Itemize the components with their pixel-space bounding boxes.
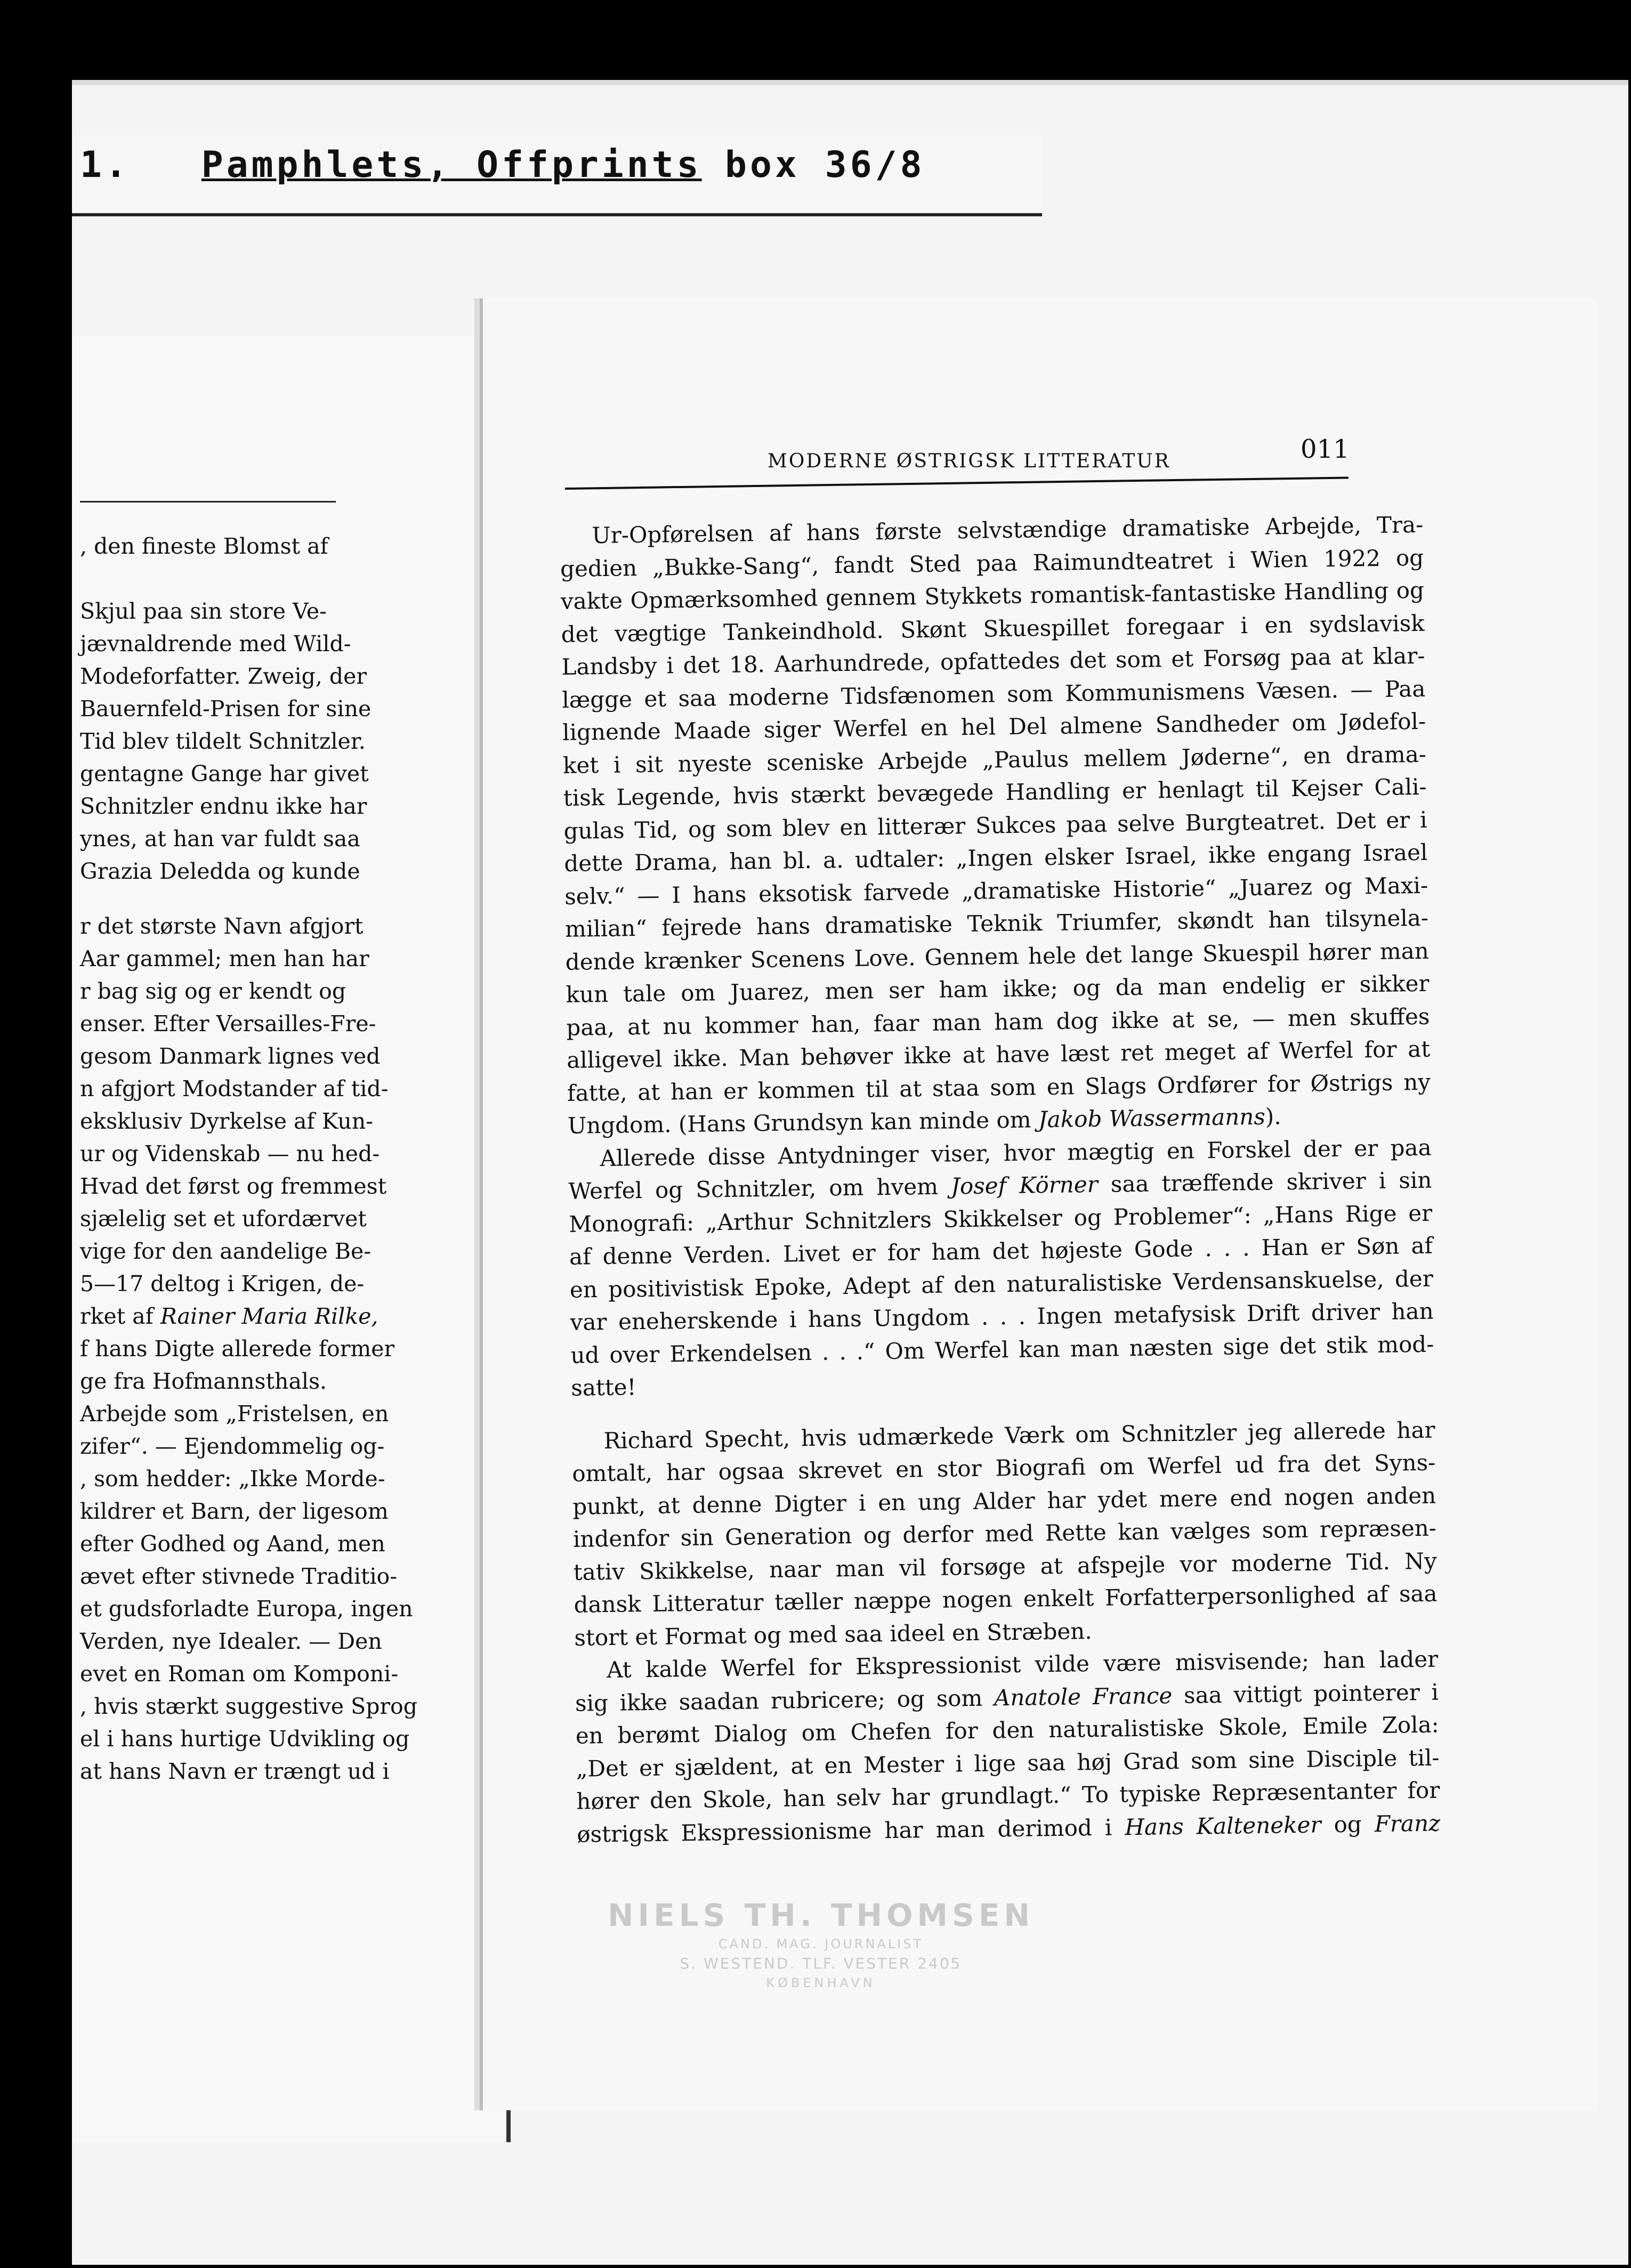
body-line: „Det er sjældent, at en Mester i lige saa høj Grad som sine Disciple til- [576,1744,1440,1782]
left-line: Bauernfeld-Prisen for sine [80,696,372,722]
body-italic: Hans Kalteneker [1125,1811,1321,1840]
body-line: Ur-Opførelsen af hans første selvstændige dramatiske Arbejde, Tra- [592,511,1424,549]
left-line: Aar gammel; men han har [80,946,369,971]
body-line: ud over Erkendelsen . . .“ Om Werfel kan man næsten sige det stik mod- [570,1331,1434,1368]
sheet-top-edge [72,80,1628,85]
body-italic: Anatole France [994,1682,1173,1711]
body-line: milian“ fejrede hans dramatiske Teknik Triumfer, skøndt han tilsynela- [564,904,1429,942]
body-line: omtalt, har ogsaa skrevet en stor Biografi om Werfel ud fra det Syns- [572,1449,1436,1487]
left-line [80,563,453,595]
left-page-rule [80,501,336,503]
body-line: stort et Format og med saa ideel en Stræben. [574,1617,1092,1651]
left-line: r bag sig og er kendt og [80,978,346,1004]
body-line: lignende Maade siger Werfel en hel Del almene Sandheder om Jødefol- [562,708,1426,746]
body-line: af denne Verden. Livet er for ham det højeste Gode . . . Han er Søn af [569,1232,1433,1270]
body-line: tisk Legende, hvis stærkt bevægede Handling er henlagt til Kejser Cali- [563,773,1427,811]
body-line: Landsby i det 18. Aarhundrede, opfattedes det som et Forsøg paa at klar- [561,642,1425,680]
stamp-name: NIELS TH. THOMSEN [607,1897,1035,1933]
left-line: Verden, nye Idealer. — Den [80,1629,382,1654]
left-line: Grazia Deledda og kunde [80,858,360,884]
label-box-number: box 36/8 [725,144,925,186]
body-line: dette Drama, han bl. a. udtaler: „Ingen elsker Israel, ikke engang Israel [564,839,1428,877]
body-text: saa træffende skriver i sin [1097,1167,1432,1197]
body-italic: Jakob Wassermanns [1038,1103,1266,1133]
left-line: at hans Navn er trængt ud i [80,1759,390,1784]
stamp-address: S. WESTEND. TLF. VESTER 2405 [680,1955,962,1972]
left-line: enser. Efter Versailles-Fre- [80,1011,376,1036]
left-line: 5—17 deltog i Krigen, de- [80,1271,365,1297]
left-line: efter Godhed og Aand, men [80,1531,385,1557]
body-line: det vægtige Tankeindhold. Skønt Skuespillet foregaar i en sydslavisk [561,610,1425,647]
owner-stamp [581,1897,1061,2004]
body-line: Monografi: „Arthur Schnitzlers Skikkelser og Problemer“: „Hans Rige er [568,1200,1433,1237]
left-line: Hvad det først og fremmest [80,1173,387,1199]
body-text: saa vittigt pointerer i [1172,1679,1439,1708]
body-line: satte! [571,1374,636,1401]
left-line: Tid blev tildelt Schnitzler. [80,728,366,754]
body-line: alligevel ikke. Man behøver ikke at have læst ret meget af Werfel for at [566,1035,1431,1073]
body-line: vakte Opmærksomhed gennem Stykkets romantisk-fantastiske Handling og [560,577,1425,614]
left-line: , den fineste Blomst af [80,533,328,559]
body-text: østrigsk Ekspressionisme har man derimod i [576,1813,1125,1848]
left-line: f hans Digte allerede former [80,1336,395,1362]
left-line: el i hans hurtige Udvikling og [80,1726,410,1752]
stamp-city: KØBENHAVN [766,1975,876,1990]
stamp-title: CAND. MAG. JOURNALIST [718,1937,924,1951]
label-title: Pamphlets, Offprints [201,144,702,186]
left-line: vige for den aandelige Be- [80,1238,372,1264]
left-line: zifer“. — Ejendommelig og- [80,1433,385,1459]
left-line: sjælelig set et ufordærvet [80,1206,367,1232]
body-line: punkt, at denne Digter i en ung Alder har ydet mere end nogen anden [572,1482,1436,1520]
left-line: Modeforfatter. Zweig, der [80,663,367,689]
left-line: , hvis stærkt suggestive Sprog [80,1694,417,1719]
right-page-body [560,508,1441,1851]
body-line: Richard Specht, hvis udmærkede Værk om Schnitzler jeg allerede har [603,1416,1435,1454]
body-line: en positivistisk Epoke, Adept af den naturalistiske Verdensanskuelse, der [569,1265,1434,1303]
body-line: fatte, at han er kommen til at staa som en Slags Ordfører for Østrigs ny [567,1068,1431,1106]
body-line: lægge et saa moderne Tidsfænomen som Kommunismens Væsen. — Paa [562,675,1426,713]
left-line: et gudsforladte Europa, ingen [80,1596,413,1622]
running-head: MODERNE ØSTRIGSK LITTERATUR [768,450,1170,472]
body-italic: Franz [1374,1810,1441,1837]
body-italic: Josef Körner [950,1171,1099,1200]
left-line: , som hedder: „Ikke Morde- [80,1466,385,1492]
left-line: n afgjort Modstander af tid- [80,1076,389,1101]
body-line: paa, at nu kommer han, faar man ham dog ikke at se, — men skuffes [566,1003,1430,1041]
left-line: Skjul paa sin store Ve- [80,598,327,624]
left-line: Arbejde som „Fristelsen, en [80,1401,389,1427]
left-page-text [80,530,453,1788]
left-line: r det største Navn afgjort [80,913,364,939]
body-line: Allerede disse Antydninger viser, hvor mægtig en Forskel der er paa [600,1134,1432,1171]
body-line: en berømt Dialog om Chefen for den naturalistiske Skole, Emile Zola: [575,1711,1440,1749]
left-line-italic: Rainer Maria Rilke, [160,1303,378,1329]
left-line [80,1300,453,1333]
left-line: ur og Videnskab — nu hed- [80,1141,380,1167]
left-line: kildrer et Barn, der ligesom [80,1499,389,1524]
body-line: hører den Skole, han selv har grundlagt.“ To typiske Repræsentanter for [576,1777,1440,1815]
left-line: Schnitzler endnu ikke har [80,793,367,819]
body-line: indenfor sin Generation og derfor med Rette kan vælges som repræsen- [572,1514,1437,1552]
body-line: selv.“ — I hans eksotisk farvede „dramatiske Historie“ „Juarez og Maxi- [564,872,1428,910]
body-text: sig ikke saadan rubricere; og som [575,1684,995,1716]
body-line: gulas Tid, og som blev en litterær Sukces paa selve Burgteatret. Det er i [563,806,1427,844]
body-line: var eneherskende i hans Ungdom . . . Ingen metafysisk Drift driver han [570,1298,1434,1335]
body-line: ket i sit nyeste sceniske Arbejde „Paulus mellem Jøderne“, en drama- [562,741,1427,779]
body-text: Werfel og Schnitzler, om hvem [568,1173,951,1204]
left-line: eksklusiv Dyrkelse af Kun- [80,1108,374,1134]
body-line: kun tale om Juarez, men ser ham ikke; og da man endelig er sikker [566,970,1430,1008]
body-line: dende krænker Scenens Love. Gennem hele det lange Skuespil hører man [565,937,1430,975]
left-line: ævet efter stivnede Traditio- [80,1564,398,1589]
left-line: gentagne Gange har givet [80,761,369,787]
left-line: ge fra Hofmannsthals. [80,1368,327,1394]
body-line: dansk Litteratur tæller næppe nogen enkelt Forfatterpersonlighed af saa [574,1580,1438,1618]
left-line: ynes, at han var fuldt saa [80,826,360,852]
left-line: evet en Roman om Komponi- [80,1661,399,1687]
page-number: 011 [1301,434,1350,464]
body-text: og [1321,1810,1375,1838]
body-text: ). [1265,1103,1281,1130]
left-line-text: rket af [80,1303,160,1329]
body-line: tativ Skikkelse, naar man vil forsøge at afspejle vor moderne Tid. Ny [573,1548,1438,1585]
body-line: At kalde Werfel for Ekspressionist vilde være misvisende; han lader [606,1646,1439,1683]
label-number: 1. [80,144,130,186]
body-line: gedien „Bukke-Sang“, fandt Sted paa Raimundteatret i Wien 1922 og [560,544,1424,582]
left-line: jævnaldrende med Wild- [80,631,351,657]
archive-label [80,144,702,197]
body-text: Ungdom. (Hans Grundsyn kan minde om [567,1106,1039,1139]
left-line: gesom Danmark lignes ved [80,1043,381,1069]
